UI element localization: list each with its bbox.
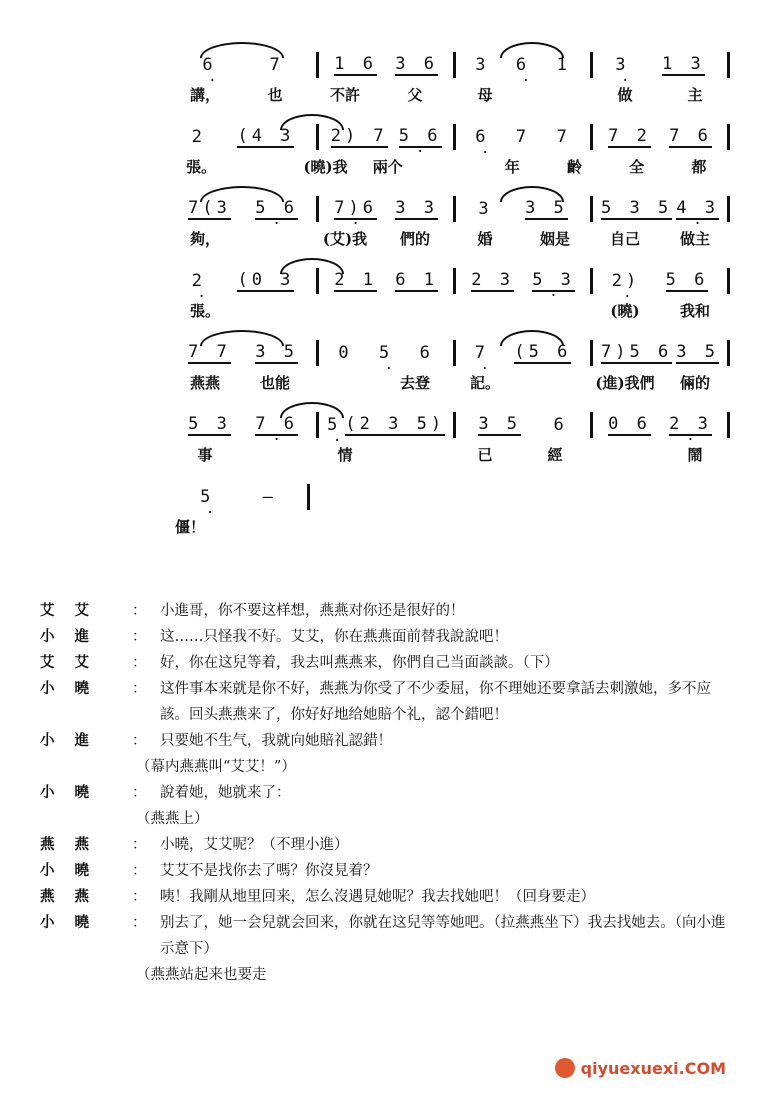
note-group: 1	[556, 55, 571, 75]
note-group: 3 5	[478, 414, 522, 434]
dialogue-line	[40, 676, 730, 728]
note-group: 5 ·	[379, 343, 393, 363]
note-group: 6 ·	[516, 55, 530, 75]
lyric: 做主	[679, 230, 710, 248]
lyric	[520, 84, 590, 106]
speech-text: 只要她不生气，我就向她賠礼認錯！	[160, 733, 392, 749]
note-row	[170, 412, 730, 438]
measure	[456, 412, 593, 438]
note-group: 1 6	[334, 54, 377, 74]
note-group: 4 3 ·	[676, 198, 719, 220]
lyric: 齡	[566, 158, 582, 176]
note-group: 7 6 ·	[255, 414, 298, 436]
note-row	[170, 484, 310, 510]
lyric: 記。	[469, 374, 500, 392]
lyric: 情	[337, 446, 353, 464]
dialogue-line	[40, 780, 730, 806]
note-group: 3 5	[676, 342, 719, 362]
slur-mark	[200, 186, 284, 202]
note-row	[170, 124, 730, 150]
lyric: 不許	[329, 86, 360, 104]
lyric: 都	[691, 158, 707, 176]
note-group: 0 6	[608, 414, 651, 434]
note-group: 7 6	[669, 126, 712, 146]
stage-direction: （燕燕站起来也要走	[136, 967, 267, 983]
lyric: 事	[197, 446, 213, 464]
lyric-row	[170, 372, 730, 394]
lyric	[240, 300, 310, 322]
note-group: 5 6 ·	[399, 126, 442, 148]
measure	[319, 340, 456, 366]
note-group: 2 ·	[192, 271, 206, 291]
lyric: 們的	[399, 230, 430, 248]
measure	[593, 52, 730, 78]
lyric: 經	[547, 446, 563, 464]
note-group: 7 ·	[475, 343, 489, 363]
lyric-row	[170, 444, 730, 466]
lyric	[450, 300, 520, 322]
dialogue-line	[40, 910, 730, 962]
note-group: 2 1	[334, 270, 377, 290]
dialogue-line	[40, 832, 730, 858]
lyric	[520, 300, 590, 322]
lyric	[232, 156, 294, 178]
speech-text: 这件事本来就是你不好，燕燕为你受了不少委屈，你不理她还要拿話去刺激她，多不应該。回头燕燕来了，你好好地给她賠个礼，認个錯吧！	[160, 681, 711, 723]
note-group: 5 ·	[327, 415, 341, 435]
note-group: —	[262, 487, 277, 507]
dialogue-script	[40, 598, 730, 988]
lyric: 僵！	[174, 518, 205, 536]
lyric: 我和	[679, 302, 710, 320]
lyric: 主	[687, 86, 703, 104]
lyric	[310, 372, 380, 394]
note-group: 2 3	[471, 270, 514, 290]
slur-mark	[280, 402, 344, 418]
note-group: 2 3 ·	[669, 414, 712, 436]
dialogue-line	[40, 884, 730, 910]
lyric: 燕燕	[189, 374, 220, 392]
note-group: (5 6	[514, 342, 572, 362]
note-group: 1 3	[662, 54, 705, 74]
speech-text: 艾艾不是找你去了嗎？你沒見着？	[160, 863, 378, 879]
score-system	[170, 328, 730, 400]
note-group: 7(3	[188, 198, 231, 218]
note-group: 5 3 ·	[532, 270, 575, 292]
speaker: 燕燕	[40, 888, 109, 905]
colon: ：	[132, 603, 147, 619]
score-system	[170, 184, 730, 256]
speaker: 小曉	[40, 862, 109, 879]
measure	[593, 412, 730, 438]
score-system	[170, 472, 730, 544]
slur-mark	[280, 258, 344, 274]
note-group: 5 3	[188, 414, 231, 434]
lyric: 張。	[189, 302, 220, 320]
note-group: 2) 7	[330, 126, 388, 146]
speech-text: 小進哥，你不要这样想，燕燕对你还是很好的！	[160, 603, 465, 619]
colon: ：	[132, 837, 147, 853]
lyric: (艾)我	[322, 230, 368, 248]
measure	[170, 484, 310, 510]
colon: ：	[132, 733, 147, 749]
lyric	[419, 156, 481, 178]
lyric: (曉)我	[303, 158, 348, 176]
lyric	[240, 228, 310, 250]
watermark	[555, 1058, 726, 1078]
lyric: 全	[629, 158, 645, 176]
lyric: 鬧	[687, 446, 703, 464]
music-note-icon	[555, 1058, 575, 1078]
dialogue-line	[40, 624, 730, 650]
note-group: 7 2	[608, 126, 651, 146]
measure	[319, 52, 456, 78]
note-group: 2) ·	[612, 271, 640, 291]
lyric: 父	[407, 86, 423, 104]
score-system	[170, 40, 730, 112]
note-group: (0 3	[237, 270, 295, 290]
slur-mark	[200, 42, 284, 58]
colon: ：	[132, 915, 147, 931]
note-group: 7)5 6	[601, 342, 673, 362]
colon: ：	[132, 785, 147, 801]
note-group: 6	[553, 415, 568, 435]
lyric: 倆的	[679, 374, 710, 392]
score-system	[170, 400, 730, 472]
note-group: 2	[191, 127, 206, 147]
dialogue-line	[40, 728, 730, 754]
speaker: 小曉	[40, 914, 109, 931]
colon: ：	[132, 655, 147, 671]
note-group: 7	[556, 127, 571, 147]
note-group: 3 3	[395, 198, 438, 218]
note-group: 7)6 ·	[334, 198, 377, 220]
note-group: 3 5	[255, 342, 298, 362]
lyric: 也能	[259, 374, 290, 392]
speaker: 小進	[40, 628, 109, 645]
measure	[593, 124, 730, 150]
note-group: 7	[269, 55, 284, 75]
lyric-row	[170, 516, 210, 538]
note-group: 7	[515, 127, 531, 147]
note-row	[170, 268, 730, 294]
note-group: 5 ·	[200, 487, 214, 507]
lyric: 自己	[609, 230, 640, 248]
lyric: 去登	[399, 374, 430, 392]
lyric-row	[170, 156, 730, 178]
measure	[456, 268, 593, 294]
lyric: 已	[477, 446, 493, 464]
measure	[593, 340, 730, 366]
jianpu-score	[170, 40, 730, 544]
speaker: 小曉	[40, 784, 109, 801]
lyric	[380, 300, 450, 322]
measure	[456, 124, 593, 150]
measure	[593, 268, 730, 294]
speaker: 艾艾	[40, 654, 109, 671]
watermark-text: qiyuexuexi.COM	[580, 1058, 726, 1078]
note-group: 0	[338, 343, 353, 363]
lyric: (進)我們	[595, 374, 655, 392]
lyric: 母	[477, 86, 493, 104]
slur-mark	[500, 186, 564, 202]
slur-mark	[500, 42, 564, 58]
speech-text: 别去了，她一会兒就会回来，你就在这兒等等她吧。（拉燕燕坐下）我去找她去。（向小進示意下）	[160, 915, 726, 957]
lyric: 講，	[189, 86, 220, 104]
note-group: 3	[475, 55, 490, 75]
note-group: 6	[419, 343, 434, 363]
note-group: (4 3	[237, 126, 295, 146]
score-system	[170, 112, 730, 184]
lyric-row	[170, 228, 730, 250]
note-group: (2 3 5)	[345, 414, 446, 434]
stage-direction: （燕燕上）	[136, 811, 209, 827]
lyric	[240, 444, 310, 466]
speech-text: 咦！我剛从地里回来，怎么沒遇見她呢？我去找她吧！（回身要走）	[160, 889, 595, 905]
colon: ：	[132, 889, 147, 905]
speech-text: 这……只怪我不好。艾艾，你在燕燕面前替我說說吧！	[160, 629, 508, 645]
speech-text: 小曉，艾艾呢？（不理小進）	[160, 837, 349, 853]
speaker: 小進	[40, 732, 109, 749]
note-group: 3 6	[395, 54, 438, 74]
lyric-row	[170, 300, 730, 322]
lyric-row	[170, 84, 730, 106]
note-group: 6 1	[395, 270, 438, 290]
lyric: (曉)	[610, 302, 640, 320]
lyric	[520, 372, 590, 394]
measure	[593, 196, 730, 222]
measure	[319, 196, 456, 222]
slur-mark	[500, 330, 564, 346]
lyric: 婚	[477, 230, 493, 248]
note-group: 3	[478, 199, 493, 219]
note-group: 7 7	[188, 342, 231, 362]
dialogue-line	[40, 650, 730, 676]
lyric	[310, 300, 380, 322]
lyric: 也	[267, 86, 283, 104]
speaker: 艾艾	[40, 602, 109, 619]
lyric: 夠，	[189, 230, 220, 248]
speech-text: 好，你在这兒等着，我去叫燕燕来，你們自己当面談談。（下）	[160, 655, 559, 671]
speaker: 小曉	[40, 680, 109, 697]
colon: ：	[132, 629, 147, 645]
note-group: 3 ·	[615, 55, 629, 75]
note-group: 6 ·	[475, 127, 489, 147]
colon: ：	[132, 863, 147, 879]
score-system	[170, 256, 730, 328]
lyric: 兩个	[372, 158, 403, 176]
stage-direction: （幕内燕燕叫“艾艾！”）	[136, 759, 296, 775]
lyric	[380, 444, 450, 466]
lyric: 姻是	[539, 230, 570, 248]
lyric: 張。	[186, 158, 217, 176]
note-group: 5 6 ·	[255, 198, 298, 220]
note-group: 3 5	[525, 198, 568, 218]
lyric	[590, 444, 660, 466]
note-group: 6 ·	[202, 55, 216, 75]
slur-mark	[280, 114, 344, 130]
speech-text: 說着她，她就来了：	[160, 785, 291, 801]
dialogue-line	[40, 858, 730, 884]
speaker: 燕燕	[40, 836, 109, 853]
note-group: 5 3 5	[601, 198, 673, 218]
lyric: 年	[504, 158, 520, 176]
dialogue-line	[40, 598, 730, 624]
note-group: 5 6	[665, 270, 709, 290]
slur-mark	[200, 330, 284, 346]
colon: ：	[132, 681, 147, 697]
lyric: 做	[617, 86, 633, 104]
